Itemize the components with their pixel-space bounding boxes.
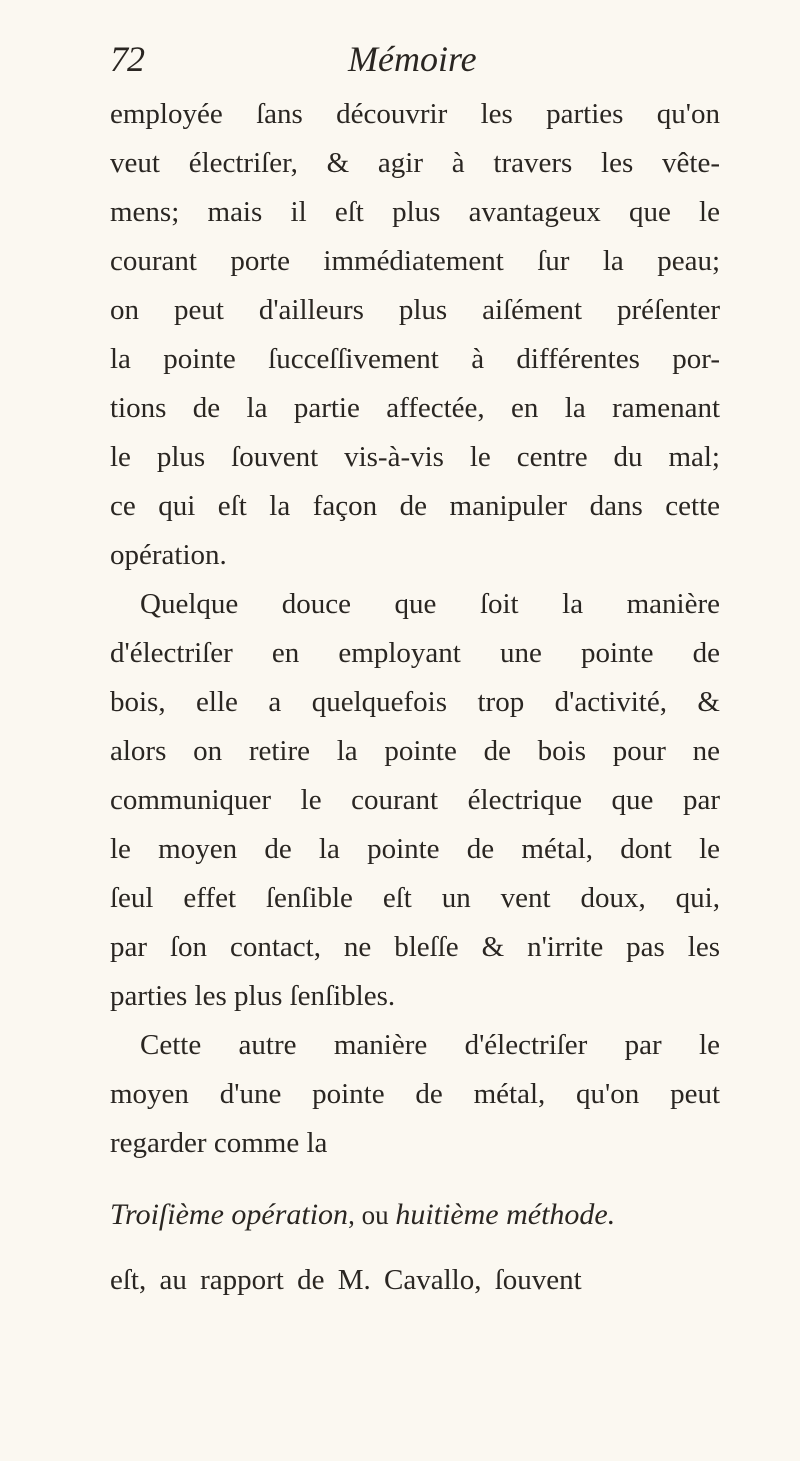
paragraph-2 (110, 580, 720, 1021)
body-text (110, 90, 720, 1305)
heading-operation: Troiſième opération (110, 1198, 349, 1231)
paragraph-3 (110, 1021, 720, 1168)
text-line: ce qui eſt la façon de manipuler dans cette (110, 490, 720, 522)
text-line: ſeul effet ſenſible eſt un vent doux, qui, (110, 882, 720, 914)
text-line: bois, elle a quelquefois trop d'activité, & (110, 686, 720, 718)
text-line: le plus ſouvent vis-à-vis le centre du mal; (110, 441, 720, 473)
page-number: 72 (110, 39, 144, 79)
text-line: le moyen de la pointe de métal, dont le (110, 833, 720, 865)
heading-method: huitième méthode. (395, 1198, 616, 1231)
text-line: Quelque douce que ſoit la manière (140, 588, 720, 620)
text-line: courant porte immédiatement ſur la peau; (110, 245, 720, 277)
section-heading (110, 1180, 720, 1250)
text-line: eſt, au rapport de M. Cavallo, ſouvent (110, 1264, 582, 1296)
text-line: moyen d'une pointe de métal, qu'on peut (110, 1078, 720, 1110)
page-header (110, 38, 710, 88)
text-line: employée ſans découvrir les parties qu'on (110, 98, 720, 130)
text-line: veut électriſer, & agir à travers les vête- (110, 147, 720, 179)
text-line: tions de la partie affectée, en la ramenant (110, 392, 720, 424)
text-line: regarder comme la (110, 1127, 328, 1159)
text-line: mens; mais il eſt plus avantageux que le (110, 196, 720, 228)
paragraph-1 (110, 90, 720, 580)
text-line: alors on retire la pointe de bois pour ne (110, 735, 720, 767)
text-line: on peut d'ailleurs plus aiſément préſenter (110, 294, 720, 326)
text-line: Cette autre manière d'électriſer par le (140, 1029, 720, 1061)
heading-separator: , ou (348, 1200, 396, 1230)
text-line: d'électriſer en employant une pointe de (110, 637, 720, 669)
text-line: par ſon contact, ne bleſſe & n'irrite pas les (110, 931, 720, 963)
text-line: communiquer le courant électrique que par (110, 784, 720, 816)
text-line: parties les plus ſenſibles. (110, 980, 396, 1012)
text-line: la pointe ſucceſſivement à différentes por- (110, 343, 720, 375)
text-line: opération. (110, 539, 227, 571)
running-title: Mémoire (348, 39, 477, 79)
